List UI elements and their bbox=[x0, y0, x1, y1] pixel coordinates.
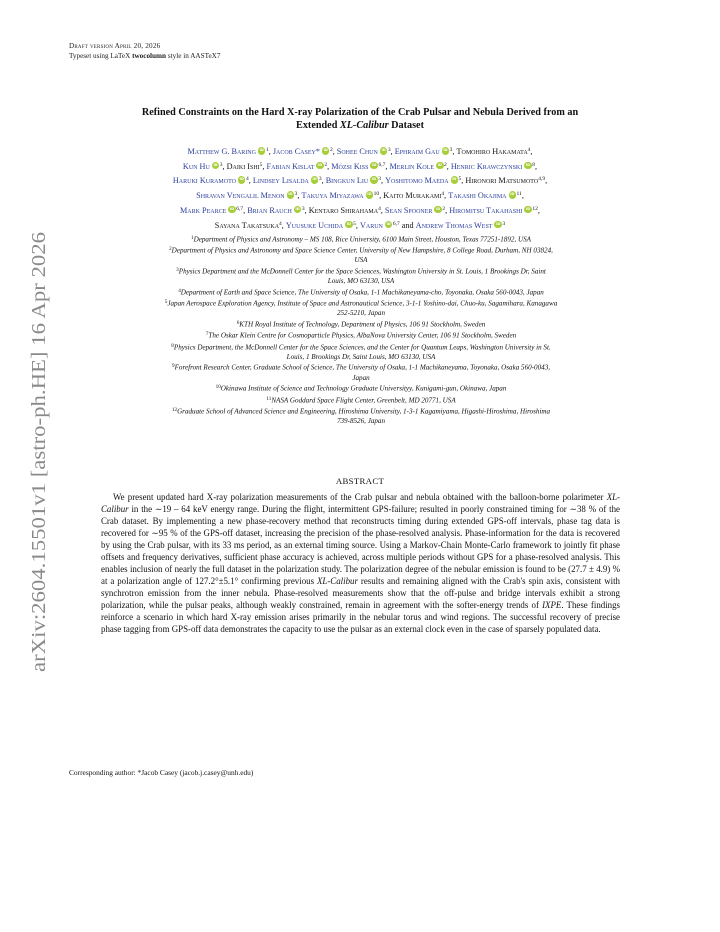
affiliation-number: 12 bbox=[171, 406, 178, 413]
affiliation-superscript: 4 bbox=[378, 205, 381, 212]
affiliation-line bbox=[56, 277, 666, 287]
affiliation-number: 11 bbox=[266, 395, 272, 402]
orcid-icon[interactable] bbox=[380, 147, 388, 155]
affiliation-superscript: 4 bbox=[279, 220, 282, 227]
affiliation-text: Physics Department, the McDonnell Center for the Space Sciences, and the Center for Quantum Leaps, Washington University in St. bbox=[173, 343, 551, 352]
arxiv-identifier bbox=[18, 232, 58, 672]
author-entry[interactable] bbox=[360, 221, 400, 230]
author-name[interactable]: Mark Pearce bbox=[180, 205, 227, 215]
affiliation-text: Department of Physics and Astronomy – MS 108, Rice University, 6100 Main Street, Houston, Texas 77251-1892, USA bbox=[193, 235, 531, 244]
author-name[interactable]: Sean Spooner bbox=[384, 205, 433, 215]
author-entry[interactable] bbox=[183, 162, 223, 171]
affiliation-number: 4 bbox=[178, 288, 181, 295]
affiliation-superscript: 6,7 bbox=[378, 161, 386, 168]
affiliation-superscript: 12 bbox=[532, 205, 538, 212]
title-line-2-post: Dataset bbox=[388, 120, 424, 131]
author-entry[interactable] bbox=[385, 176, 461, 185]
abstract-heading: ABSTRACT bbox=[335, 476, 385, 486]
typeset-suffix: style in AASTeX7 bbox=[166, 51, 221, 60]
author-entry bbox=[227, 162, 263, 171]
affiliation-number: 1 bbox=[191, 235, 194, 241]
affiliation-number: 5 bbox=[164, 299, 168, 306]
affiliation-superscript: 3 bbox=[318, 176, 322, 183]
affiliation-text: Okinawa Institute of Science and Technology Graduate Universityy, Kunigami-gun, Okinawa, Japan bbox=[220, 384, 507, 393]
author-name[interactable]: Bingkun Liu bbox=[325, 176, 369, 186]
author-entry[interactable] bbox=[301, 191, 379, 200]
orcid-icon[interactable] bbox=[434, 206, 442, 214]
author-line: Matthew G. BaringiD $^1$, Jacob Casey*iD $^2$, Sohee ChuniD $^3$, Ephraim GauiD $^3$, Tomohiro Hakamata$^4$, bbox=[66, 144, 654, 159]
affiliation-number: 7 bbox=[205, 331, 209, 338]
author-line: Mark PearceiD $^{6,7}$, Brian RauchiD $^3$, Kentaro Shirahama$^4$, Sean SpooneriD $^2$, Hiromitsu TakahashiiD $^{12}$, bbox=[66, 203, 654, 218]
orcid-icon[interactable] bbox=[228, 206, 236, 214]
affiliation-text: Japan Aerospace Exploration Agency, Institute of Space and Astronautical Science, 3-1-1 Yoshino-dai, Chuo-ku, Sagamihara, Kanagawa bbox=[167, 299, 558, 308]
affiliation-text: The Oskar Klein Centre for Cosmoparticle Physics, AlbaNova University Center, 106 91 Stockholm, Sweden bbox=[208, 331, 517, 340]
affiliation-text: Forefront Research Center, Graduate School of Science, The University of Osaka, 1-1 Machikaneyama, Toyonaka, Osaka 560-0043, bbox=[174, 363, 551, 372]
affiliation-line bbox=[56, 362, 666, 373]
affiliation-line bbox=[56, 330, 666, 341]
affiliation-text: USA bbox=[354, 256, 368, 265]
orcid-icon[interactable] bbox=[345, 221, 353, 229]
author-name[interactable]: Henric Krawczynski bbox=[450, 161, 523, 171]
draft-header bbox=[69, 42, 220, 61]
author-line: Sayana Takatsuka$^4$, Yuusuke UchidaiD $^5$, VaruniD $^{6,7}$ and Andrew Thomas WestiD $^3$ bbox=[66, 218, 654, 233]
author-entry[interactable] bbox=[173, 176, 249, 185]
affiliation-number: 8 bbox=[171, 342, 174, 349]
author-entry[interactable] bbox=[267, 162, 328, 171]
author-entry[interactable] bbox=[448, 191, 522, 200]
orcid-icon[interactable] bbox=[294, 206, 302, 214]
affiliation-superscript: 1 bbox=[265, 147, 269, 153]
arxiv-identifier-svg bbox=[18, 232, 58, 672]
author-entry[interactable] bbox=[385, 206, 445, 215]
orcid-icon[interactable] bbox=[494, 221, 502, 229]
author-line: Shravan Vengalil MenoniD $^3$, Takuya MiyazawaiD $^{10}$, Kaito Murakami$^4$, Takashi OkajimaiD $^{11}$, bbox=[66, 188, 654, 203]
author-name: Kaito Murakami bbox=[383, 191, 442, 201]
author-name[interactable]: Varun bbox=[359, 220, 383, 230]
affiliation-number: 10 bbox=[215, 384, 221, 391]
affiliation-text: Department of Physics and Astronomy and Space Science Center, University of New Hampshire, 8 College Road, Durham, NH 03824, bbox=[171, 246, 553, 255]
title-line-2-pre: Extended bbox=[296, 120, 340, 131]
affiliation-superscript: 3 bbox=[502, 220, 506, 227]
author-name[interactable]: Yuusuke Uchida bbox=[285, 220, 344, 230]
author-name[interactable]: Andrew Thomas West bbox=[415, 220, 493, 230]
typeset-style: twocolumn bbox=[132, 51, 167, 60]
author-name[interactable]: Haruki Kuramoto bbox=[172, 176, 236, 186]
typeset-line bbox=[69, 52, 220, 62]
affiliation-superscript: 2 bbox=[329, 147, 333, 153]
orcid-icon[interactable] bbox=[385, 221, 393, 229]
orcid-icon[interactable] bbox=[436, 162, 444, 170]
author-entry[interactable] bbox=[331, 162, 385, 171]
author-name[interactable]: Merlin Kole bbox=[389, 161, 435, 171]
author-entry[interactable] bbox=[395, 147, 453, 156]
affiliation-line bbox=[56, 234, 666, 245]
corresponding-author: Corresponding author: *Jacob Casey (jacob.j.casey@unh.edu) bbox=[69, 768, 254, 777]
author-entry[interactable] bbox=[389, 162, 446, 171]
affiliation-line bbox=[56, 298, 666, 309]
affiliation-superscript: 2 bbox=[442, 205, 446, 212]
author-entry bbox=[457, 147, 531, 156]
affiliation-superscript: 10 bbox=[373, 191, 380, 198]
abstract-text-1: We present updated hard X-ray polarization measurements of the Crab pulsar and nebula obtained with the balloon-borne polarimeter bbox=[113, 492, 607, 502]
author-name[interactable]: Jacob Casey* bbox=[272, 147, 320, 156]
affiliation-text: NASA Goddard Space Flight Center, Greenbelt, MD 20771, USA bbox=[271, 396, 456, 405]
draft-version: Draft version April 20, 2026 bbox=[69, 42, 161, 50]
orcid-icon[interactable] bbox=[212, 162, 220, 170]
author-name[interactable]: Hiromitsu Takahashi bbox=[449, 205, 523, 215]
author-name[interactable]: Brian Rauch bbox=[247, 205, 292, 215]
affiliation-superscript: 4 bbox=[245, 176, 249, 183]
affiliation-superscript: 2 bbox=[444, 161, 447, 168]
author-line: Haruki KuramotoiD $^4$, Lindsey LisaldaiD $^3$, Bingkun LiuiD $^3$, Yoshitomo MaedaiD $^5$, Hironori Matsumoto$^{4,9}$, bbox=[66, 173, 654, 188]
author-entry[interactable] bbox=[286, 221, 356, 230]
title-instrument: XL-Calibur bbox=[339, 120, 389, 131]
author-entry[interactable] bbox=[253, 176, 322, 185]
author-name[interactable]: Takuya Miyazawa bbox=[301, 191, 364, 201]
affiliation-text: 252-5210, Japan bbox=[336, 309, 386, 318]
affiliation-superscript: 5 bbox=[458, 176, 462, 183]
orcid-icon[interactable] bbox=[322, 147, 330, 155]
affiliation-superscript: 5 bbox=[353, 220, 356, 227]
affiliation-line bbox=[56, 383, 666, 394]
abstract-ixpe: IXPE bbox=[542, 600, 562, 611]
affiliation-superscript: 3 bbox=[219, 161, 223, 168]
author-list bbox=[66, 144, 654, 232]
author-entry[interactable] bbox=[180, 206, 243, 215]
author-entry[interactable] bbox=[188, 147, 269, 156]
affiliation-superscript: 3 bbox=[387, 147, 391, 153]
affiliation-superscript: 4,9 bbox=[538, 176, 546, 183]
affiliation-text: Department of Earth and Space Science, The University of Osaka, 1-1 Machikaneyama-cho, Toyonaka, Osaka 560-0043, Japan bbox=[180, 288, 544, 297]
author-entry[interactable] bbox=[326, 176, 381, 185]
author-name[interactable]: Shravan Vengalil Menon bbox=[196, 191, 285, 201]
affiliation-superscript: 3 bbox=[378, 176, 381, 183]
author-name: Tomohiro Hakamata bbox=[456, 147, 528, 156]
affiliation-text: Louis, 1 Brookings Dr, Saint Louis, MO 63130, USA bbox=[286, 352, 436, 361]
affiliation-line bbox=[56, 287, 666, 298]
orcid-icon[interactable] bbox=[451, 176, 459, 184]
abstract-body bbox=[101, 491, 620, 635]
typeset-prefix: Typeset using bbox=[69, 51, 111, 60]
orcid-icon[interactable] bbox=[258, 147, 266, 155]
abstract-instrument-2: XL-Calibur bbox=[316, 576, 358, 587]
author-entry bbox=[465, 176, 545, 185]
author-entry[interactable] bbox=[273, 147, 333, 156]
orcid-icon[interactable] bbox=[238, 176, 246, 184]
author-name: Kentaro Shirahama bbox=[308, 205, 379, 215]
affiliation-superscript: 8 bbox=[532, 161, 536, 168]
affiliation-line bbox=[56, 319, 666, 330]
affiliation-line bbox=[56, 266, 666, 277]
affiliation-line bbox=[56, 245, 666, 256]
affiliation-text: Graduate School of Advanced Science and Engineering, Hiroshima University, 1-3-1 Kagamiyama, Higashi-Hiroshima, Hiroshima bbox=[177, 407, 551, 416]
orcid-icon[interactable] bbox=[311, 176, 319, 184]
orcid-icon[interactable] bbox=[509, 191, 517, 199]
orcid-icon[interactable] bbox=[370, 176, 378, 184]
affiliation-text: Physics Department and the McDonnell Center for the Space Sciences, Washington University in St. Louis, 1 Brookings Dr, Saint bbox=[178, 267, 546, 276]
author-name[interactable]: Kun Hu bbox=[182, 161, 210, 171]
author-name[interactable]: Sohee Chun bbox=[336, 147, 378, 156]
abstract-text-4: . These findings reinforce a scenario in which hard X-ray emission arises primarily in the nebular torus and wind regions. The successful recovery of precise phase tagging from GPS-off data demonstrates the capacity to use the pulsar as an external clock even in the case of sparsely populated data. bbox=[101, 600, 621, 635]
affiliation-superscript: 6,7 bbox=[236, 205, 244, 212]
affiliation-line bbox=[56, 353, 666, 363]
author-conjunction bbox=[402, 221, 414, 230]
affiliation-text: Louis, MO 63130, USA bbox=[327, 277, 395, 286]
author-name[interactable]: Lindsey Lisalda bbox=[252, 176, 309, 186]
affiliation-line bbox=[56, 417, 666, 427]
author-entry[interactable] bbox=[196, 191, 297, 200]
author-name[interactable]: Ephraim Gau bbox=[394, 147, 440, 156]
orcid-icon[interactable] bbox=[287, 191, 295, 199]
author-name[interactable]: Matthew G. Baring bbox=[187, 147, 256, 156]
affiliation-list bbox=[56, 234, 666, 427]
author-entry[interactable] bbox=[247, 206, 304, 215]
affiliation-superscript: 11 bbox=[516, 191, 522, 198]
arxiv-identifier-text: arXiv:2604.15501v1 [astro-ph.HE] 16 Apr 2026 bbox=[28, 275, 50, 672]
affiliation-text: Japan bbox=[352, 373, 370, 382]
affiliation-superscript: 3 bbox=[301, 205, 305, 212]
author-entry[interactable] bbox=[451, 162, 535, 171]
affiliation-line bbox=[56, 256, 666, 266]
orcid-icon[interactable] bbox=[316, 162, 324, 170]
affiliation-line bbox=[56, 406, 666, 417]
author-name: Daiki Ishi bbox=[226, 161, 260, 171]
orcid-icon[interactable] bbox=[366, 191, 374, 199]
latex-logo: LaTeX bbox=[110, 51, 131, 60]
abstract-instrument-1: XL-Calibur bbox=[101, 492, 620, 515]
affiliation-superscript: 4 bbox=[441, 191, 445, 198]
abstract-text-3: results and remaining aligned with the Crab's spin axis, consistent with synchrotron emission from the inner nebula. Phase-resolved measurements show that the off-pulse and bridge intervals exhibit a strong polarization, while the pulsar peaks, although weakly constrained, remain in agreement with the softer-energy trends of bbox=[101, 576, 620, 611]
affiliation-line bbox=[56, 395, 666, 406]
author-entry[interactable] bbox=[416, 221, 506, 230]
affiliation-superscript: 3 bbox=[294, 191, 298, 198]
affiliation-line bbox=[56, 374, 666, 384]
abstract-text-2: in the ∼19 – 64 keV energy range. During the flight, intermittent GPS-failure; resulted in poorly constrained timing for ∼38 % of the Crab dataset. By implementing a new phase-recovery method that reconstructs timing during extended GPS-off intervals, phase tag data is recovered for ∼95 % of the GPS-off dataset, increasing the precision of the phase-resolved analysis. Phase-information for the data is recovered by using the Crab pulsar, with its 33 ms period, as an external timing source. Using a Markov-Chain Monte-Carlo framework to jointly fit phase offsets and frequency derivatives, sufficient phase accuracy is achieved, across multiple periods without GPS for a phase-resolved analysis. This enables inclusion of nearly the full dataset in the polarization study. The polarization degree of the nebular emission is found to be (27.7 ± 4.9) % at a polarization angle of 127.2°±5.1° confirming previous bbox=[101, 504, 620, 587]
affiliation-number: 2 bbox=[169, 246, 172, 253]
author-name[interactable]: Fabian Kislat bbox=[266, 161, 315, 171]
affiliation-superscript: 5 bbox=[259, 161, 263, 168]
orcid-icon[interactable] bbox=[370, 162, 378, 170]
author-name[interactable]: Takashi Okajima bbox=[448, 191, 507, 201]
author-entry bbox=[383, 191, 444, 200]
author-entry[interactable] bbox=[337, 147, 391, 156]
affiliation-superscript: 2 bbox=[324, 161, 328, 168]
author-name[interactable]: Yoshitomo Maeda bbox=[385, 176, 449, 186]
author-entry bbox=[215, 221, 282, 230]
author-line: Kun HuiD $^3$, Daiki Ishi$^5$, Fabian KislatiD $^2$, Mózsi KissiD $^{6,7}$, Merlin KoleiD $^2$, Henric KrawczynskiiD $^8$, bbox=[66, 159, 654, 174]
conjunction-text: and bbox=[401, 220, 414, 230]
affiliation-line bbox=[56, 342, 666, 353]
title-line-1: Refined Constraints on the Hard X-ray Polarization of the Crab Pulsar and Nebula Derived from an bbox=[141, 107, 579, 118]
affiliation-text: KTH Royal Institute of Technology, Department of Physics, 106 91 Stockholm, Sweden bbox=[239, 320, 486, 329]
paper-title bbox=[60, 106, 660, 132]
author-entry[interactable] bbox=[449, 206, 538, 215]
author-name: Sayana Takatsuka bbox=[214, 220, 280, 230]
affiliation-number: 9 bbox=[171, 363, 175, 370]
affiliation-superscript: 6,7 bbox=[392, 220, 400, 227]
affiliation-text: 739-8526, Japan bbox=[336, 416, 386, 425]
author-entry bbox=[309, 206, 381, 215]
affiliation-number: 3 bbox=[176, 267, 179, 274]
author-name: Hironori Matsumoto bbox=[465, 176, 539, 186]
affiliation-line bbox=[56, 309, 666, 319]
affiliation-number: 6 bbox=[236, 320, 240, 327]
affiliation-superscript: 4 bbox=[527, 147, 531, 153]
orcid-icon[interactable] bbox=[524, 206, 532, 214]
orcid-icon[interactable] bbox=[524, 162, 532, 170]
title-line-2 bbox=[60, 119, 660, 132]
author-name[interactable]: Mózsi Kiss bbox=[331, 161, 369, 171]
orcid-icon[interactable] bbox=[442, 147, 450, 155]
affiliation-superscript: 3 bbox=[449, 147, 453, 153]
